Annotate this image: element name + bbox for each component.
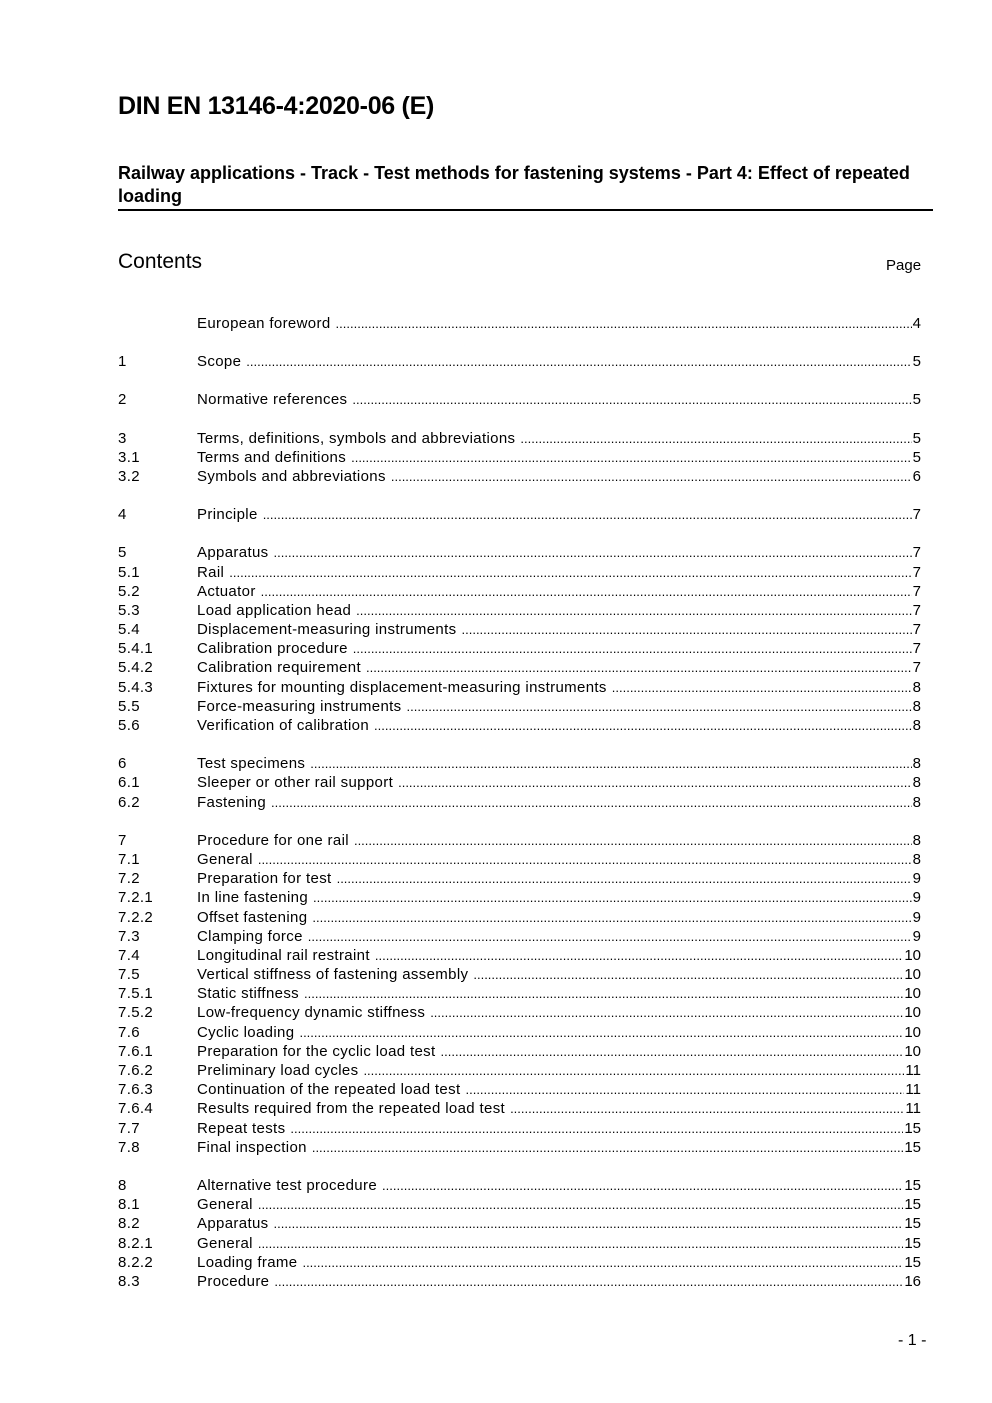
toc-entry-title: General bbox=[197, 850, 253, 868]
toc-entry-title: Force-measuring instruments bbox=[197, 697, 402, 715]
toc-entry[interactable] bbox=[118, 1234, 921, 1253]
toc-dot-leader bbox=[382, 1176, 903, 1195]
toc-entry-page: 15 bbox=[904, 1253, 921, 1271]
toc-dot-leader bbox=[510, 1099, 904, 1118]
toc-entry-number: 7.6.2 bbox=[118, 1062, 154, 1079]
toc-dot-leader bbox=[274, 1214, 904, 1233]
toc-entry[interactable] bbox=[118, 1080, 921, 1099]
toc-entry-title: Longitudinal rail restraint bbox=[197, 946, 370, 964]
toc-entry-number: 7.6.3 bbox=[118, 1081, 154, 1099]
toc-entry-page: 8 bbox=[912, 831, 921, 849]
toc-entry[interactable] bbox=[118, 773, 921, 792]
toc-entry-title: Apparatus bbox=[197, 544, 269, 562]
toc-entry-number: 8 bbox=[118, 1176, 127, 1194]
toc-entry-page: 15 bbox=[904, 1215, 921, 1233]
toc-entry-page: 10 bbox=[904, 985, 921, 1003]
toc-entry[interactable] bbox=[118, 1003, 921, 1022]
toc-entry-number: 5.4.3 bbox=[118, 678, 154, 696]
toc-entry-title: General bbox=[197, 1234, 253, 1252]
toc-entry[interactable] bbox=[118, 1061, 921, 1080]
toc-dot-leader bbox=[473, 965, 903, 984]
toc-entry[interactable] bbox=[118, 888, 921, 907]
toc-entry[interactable] bbox=[118, 908, 921, 927]
toc-entry-number: 5.5 bbox=[118, 697, 140, 715]
toc-entry-number: 7.6.4 bbox=[118, 1100, 154, 1118]
toc-entry-number: 8.2.2 bbox=[118, 1253, 154, 1271]
toc-entry-page: 7 bbox=[912, 621, 921, 639]
toc-entry-page: 5 bbox=[912, 391, 921, 409]
toc-entry-number: 7.6 bbox=[118, 1023, 140, 1041]
toc-dot-leader bbox=[274, 543, 912, 562]
toc-entry-title: Rail bbox=[197, 563, 225, 581]
toc-entry-title: Loading frame bbox=[197, 1253, 298, 1271]
toc-entry-number: 8.2 bbox=[118, 1215, 140, 1233]
toc-entry-number: 7 bbox=[118, 831, 127, 849]
toc-dot-leader bbox=[258, 1234, 903, 1253]
toc-dot-leader bbox=[261, 582, 912, 601]
toc-entry-number: 7.3 bbox=[118, 927, 140, 945]
toc-entry-title: Test specimens bbox=[197, 755, 306, 773]
toc-entry[interactable] bbox=[118, 563, 921, 582]
toc-entry-page: 7 bbox=[912, 544, 921, 562]
toc-entry[interactable] bbox=[118, 448, 921, 467]
toc-entry-number: 7.4 bbox=[118, 946, 140, 964]
toc-entry-number: 7.6.1 bbox=[118, 1042, 154, 1060]
toc-entry-page: 7 bbox=[912, 582, 921, 600]
footer-page-number: - 1 - bbox=[898, 1332, 927, 1349]
toc-entry-title: Clamping force bbox=[197, 927, 303, 945]
toc-entry-page: 8 bbox=[912, 697, 921, 715]
toc-dot-leader bbox=[430, 1003, 903, 1022]
toc-dot-leader bbox=[441, 1042, 904, 1061]
toc-entry-title: Fixtures for mounting displacement-measuring instruments bbox=[197, 678, 607, 696]
page-column-heading: Page bbox=[886, 257, 922, 274]
toc-dot-leader bbox=[299, 1023, 903, 1042]
toc-entry-page: 11 bbox=[905, 1062, 921, 1079]
toc-dot-leader bbox=[312, 908, 911, 927]
toc-entry[interactable] bbox=[118, 793, 921, 812]
toc-entry[interactable] bbox=[118, 1272, 921, 1291]
toc-entry-title: Alternative test procedure bbox=[197, 1176, 378, 1194]
toc-entry-number: 7.2.2 bbox=[118, 908, 154, 926]
toc-entry-number: 7.8 bbox=[118, 1138, 140, 1156]
toc-dot-leader bbox=[308, 927, 912, 946]
toc-entry-number: 5.4 bbox=[118, 621, 140, 639]
toc-entry-number: 5.4.2 bbox=[118, 659, 154, 677]
toc-entry-number: 6.1 bbox=[118, 774, 140, 792]
toc-entry[interactable] bbox=[118, 946, 921, 965]
toc-entry-title: Repeat tests bbox=[197, 1119, 286, 1137]
toc-dot-leader bbox=[391, 467, 912, 486]
toc-entry-page: 10 bbox=[904, 1004, 921, 1022]
toc-entry-page: 7 bbox=[912, 601, 921, 619]
toc-entry-number: 3.1 bbox=[118, 448, 140, 466]
table-of-contents bbox=[118, 314, 921, 1291]
toc-entry[interactable] bbox=[118, 390, 921, 409]
toc-dot-leader bbox=[612, 678, 912, 697]
toc-entry[interactable] bbox=[118, 697, 921, 716]
toc-entry-page: 10 bbox=[904, 1023, 921, 1041]
toc-dot-leader bbox=[337, 869, 912, 888]
toc-entry-number: 6.2 bbox=[118, 793, 140, 811]
toc-dot-leader bbox=[465, 1080, 904, 1099]
toc-dot-leader bbox=[353, 639, 912, 658]
document-subtitle: Railway applications - Track - Test methods for fastening systems - Part 4: Effect of repeated loading bbox=[118, 162, 933, 211]
toc-entry-page: 7 bbox=[912, 659, 921, 677]
toc-entry-number: 5.1 bbox=[118, 563, 140, 581]
toc-entry-number: 3 bbox=[118, 429, 127, 447]
toc-entry[interactable] bbox=[118, 1138, 921, 1157]
toc-entry-number: 1 bbox=[118, 353, 127, 371]
toc-entry-page: 16 bbox=[904, 1272, 921, 1290]
toc-dot-leader bbox=[354, 831, 912, 850]
toc-entry-title: Displacement-measuring instruments bbox=[197, 621, 457, 639]
toc-entry-number: 5.6 bbox=[118, 717, 140, 734]
toc-entry[interactable] bbox=[118, 505, 921, 524]
toc-dot-leader bbox=[366, 658, 912, 677]
toc-entry-title: General bbox=[197, 1196, 253, 1214]
toc-entry[interactable] bbox=[118, 965, 921, 984]
toc-dot-leader bbox=[302, 1253, 903, 1272]
toc-dot-leader bbox=[263, 505, 912, 524]
toc-entry-page: 9 bbox=[912, 870, 921, 888]
toc-entry[interactable] bbox=[118, 716, 921, 735]
toc-entry-page: 9 bbox=[912, 927, 921, 945]
toc-entry[interactable] bbox=[118, 1214, 921, 1233]
toc-entry[interactable] bbox=[118, 658, 921, 677]
toc-entry-page: 11 bbox=[905, 1081, 921, 1099]
toc-dot-leader bbox=[520, 429, 911, 448]
toc-entry-title: Sleeper or other rail support bbox=[197, 774, 394, 792]
toc-entry[interactable] bbox=[118, 1176, 921, 1195]
toc-entry[interactable] bbox=[118, 620, 921, 639]
toc-entry[interactable] bbox=[118, 601, 921, 620]
toc-entry-number: 5.3 bbox=[118, 601, 140, 619]
toc-entry-title: Load application head bbox=[197, 601, 352, 619]
toc-entry-number: 7.1 bbox=[118, 850, 140, 868]
toc-dot-leader bbox=[246, 352, 911, 371]
toc-entry-title: Scope bbox=[197, 353, 242, 371]
toc-entry-number: 6 bbox=[118, 755, 127, 773]
toc-dot-leader bbox=[363, 1061, 904, 1080]
toc-entry-number: 5 bbox=[118, 544, 127, 562]
toc-entry[interactable] bbox=[118, 1023, 921, 1042]
toc-entry-number: 2 bbox=[118, 391, 127, 409]
toc-entry-page: 11 bbox=[905, 1100, 921, 1118]
toc-entry[interactable] bbox=[118, 1042, 921, 1061]
toc-entry-title: Preparation for the cyclic load test bbox=[197, 1042, 436, 1060]
toc-entry-title: Symbols and abbreviations bbox=[197, 467, 386, 485]
toc-entry-page: 7 bbox=[912, 640, 921, 658]
toc-entry-title: Cyclic loading bbox=[197, 1023, 295, 1041]
toc-entry-page: 8 bbox=[912, 793, 921, 811]
toc-entry-page: 15 bbox=[904, 1176, 921, 1194]
toc-dot-leader bbox=[313, 888, 912, 907]
toc-entry-number: 7.5.1 bbox=[118, 985, 154, 1003]
toc-entry[interactable] bbox=[118, 352, 921, 371]
toc-entry-page: 8 bbox=[912, 678, 921, 696]
toc-entry[interactable] bbox=[118, 582, 921, 601]
toc-entry-title: European foreword bbox=[197, 315, 331, 332]
toc-entry-number: 8.2.1 bbox=[118, 1234, 154, 1252]
toc-entry-number: 3.2 bbox=[118, 467, 140, 485]
toc-dot-leader bbox=[258, 1195, 903, 1214]
toc-entry-title: Procedure bbox=[197, 1272, 270, 1290]
toc-entry-page: 15 bbox=[904, 1138, 921, 1156]
toc-entry-page: 7 bbox=[912, 563, 921, 581]
toc-entry-number: 8.1 bbox=[118, 1196, 140, 1214]
toc-entry-page: 8 bbox=[912, 755, 921, 773]
toc-entry-page: 10 bbox=[904, 946, 921, 964]
toc-entry-title: Verification of calibration bbox=[197, 717, 370, 734]
toc-entry-title: Apparatus bbox=[197, 1215, 269, 1233]
toc-entry-title: Low-frequency dynamic stiffness bbox=[197, 1004, 426, 1022]
toc-entry[interactable] bbox=[118, 678, 921, 697]
toc-dot-leader bbox=[258, 850, 912, 869]
toc-entry[interactable] bbox=[118, 850, 921, 869]
toc-dot-leader bbox=[351, 448, 912, 467]
toc-entry[interactable] bbox=[118, 1099, 921, 1118]
toc-entry-page: 10 bbox=[904, 966, 921, 984]
toc-entry-page: 8 bbox=[912, 717, 921, 734]
toc-entry-page: 8 bbox=[912, 774, 921, 792]
toc-entry-title: Fastening bbox=[197, 793, 267, 811]
toc-entry-title: Terms, definitions, symbols and abbreviations bbox=[197, 429, 516, 447]
toc-entry[interactable] bbox=[118, 314, 921, 333]
toc-dot-leader bbox=[274, 1272, 903, 1291]
toc-dot-leader bbox=[312, 1138, 903, 1157]
toc-dot-leader bbox=[375, 946, 903, 965]
toc-entry-page: 5 bbox=[912, 448, 921, 466]
toc-entry-page: 10 bbox=[904, 1042, 921, 1060]
toc-entry[interactable] bbox=[118, 543, 921, 562]
toc-entry-number: 5.2 bbox=[118, 582, 140, 600]
toc-entry-title: Vertical stiffness of fastening assembly bbox=[197, 966, 469, 984]
toc-entry-title: In line fastening bbox=[197, 889, 309, 907]
contents-title: Contents bbox=[118, 250, 203, 273]
toc-entry-title: Preparation for test bbox=[197, 870, 332, 888]
toc-entry-title: Results required from the repeated load test bbox=[197, 1100, 506, 1118]
toc-dot-leader bbox=[271, 793, 912, 812]
toc-dot-leader bbox=[290, 1119, 903, 1138]
toc-entry-number: 7.7 bbox=[118, 1119, 140, 1137]
toc-entry-page: 9 bbox=[912, 889, 921, 907]
toc-entry-title: Offset fastening bbox=[197, 908, 308, 926]
toc-entry-number: 7.2.1 bbox=[118, 889, 154, 907]
toc-entry-number: 5.4.1 bbox=[118, 640, 154, 658]
toc-entry[interactable] bbox=[118, 754, 921, 773]
toc-entry-title: Calibration requirement bbox=[197, 659, 361, 677]
toc-entry-title: Final inspection bbox=[197, 1138, 307, 1156]
document-id: DIN EN 13146-4:2020-06 (E) bbox=[118, 92, 434, 120]
toc-dot-leader bbox=[229, 563, 911, 582]
toc-dot-leader bbox=[407, 697, 912, 716]
toc-entry-page: 15 bbox=[904, 1119, 921, 1137]
toc-entry-page: 7 bbox=[912, 506, 921, 524]
toc-entry-page: 8 bbox=[912, 850, 921, 868]
toc-entry-title: Calibration procedure bbox=[197, 640, 348, 658]
toc-entry[interactable] bbox=[118, 831, 921, 850]
toc-entry-page: 5 bbox=[912, 353, 921, 371]
toc-dot-leader bbox=[336, 314, 912, 333]
toc-entry[interactable] bbox=[118, 1195, 921, 1214]
toc-entry-page: 15 bbox=[904, 1196, 921, 1214]
toc-dot-leader bbox=[352, 390, 911, 409]
toc-entry[interactable] bbox=[118, 984, 921, 1003]
toc-entry-page: 9 bbox=[912, 908, 921, 926]
toc-dot-leader bbox=[310, 754, 911, 773]
toc-entry-page: 15 bbox=[904, 1234, 921, 1252]
toc-entry[interactable] bbox=[118, 429, 921, 448]
toc-entry-title: Actuator bbox=[197, 582, 256, 600]
toc-dot-leader bbox=[462, 620, 912, 639]
toc-entry[interactable] bbox=[118, 1253, 921, 1272]
toc-entry-page: 5 bbox=[912, 429, 921, 447]
toc-entry-number: 8.3 bbox=[118, 1272, 140, 1290]
toc-entry-page: 4 bbox=[912, 315, 921, 332]
toc-entry-title: Preliminary load cycles bbox=[197, 1062, 359, 1079]
toc-entry-title: Procedure for one rail bbox=[197, 831, 349, 849]
toc-dot-leader bbox=[304, 984, 903, 1003]
toc-entry-title: Static stiffness bbox=[197, 985, 300, 1003]
toc-entry-number: 4 bbox=[118, 506, 127, 524]
toc-entry[interactable] bbox=[118, 639, 921, 658]
toc-entry-number: 7.5 bbox=[118, 966, 140, 984]
toc-entry-title: Continuation of the repeated load test bbox=[197, 1081, 461, 1099]
toc-entry[interactable] bbox=[118, 1119, 921, 1138]
toc-entry-title: Principle bbox=[197, 506, 258, 524]
toc-dot-leader bbox=[374, 716, 912, 735]
toc-dot-leader bbox=[356, 601, 912, 620]
toc-entry[interactable] bbox=[118, 927, 921, 946]
toc-entry-title: Terms and definitions bbox=[197, 448, 347, 466]
toc-entry[interactable] bbox=[118, 467, 921, 486]
toc-entry-number: 7.5.2 bbox=[118, 1004, 154, 1022]
toc-dot-leader bbox=[398, 773, 912, 792]
toc-entry[interactable] bbox=[118, 869, 921, 888]
toc-entry-page: 6 bbox=[912, 467, 921, 485]
toc-entry-title: Normative references bbox=[197, 391, 348, 409]
toc-entry-number: 7.2 bbox=[118, 870, 140, 888]
